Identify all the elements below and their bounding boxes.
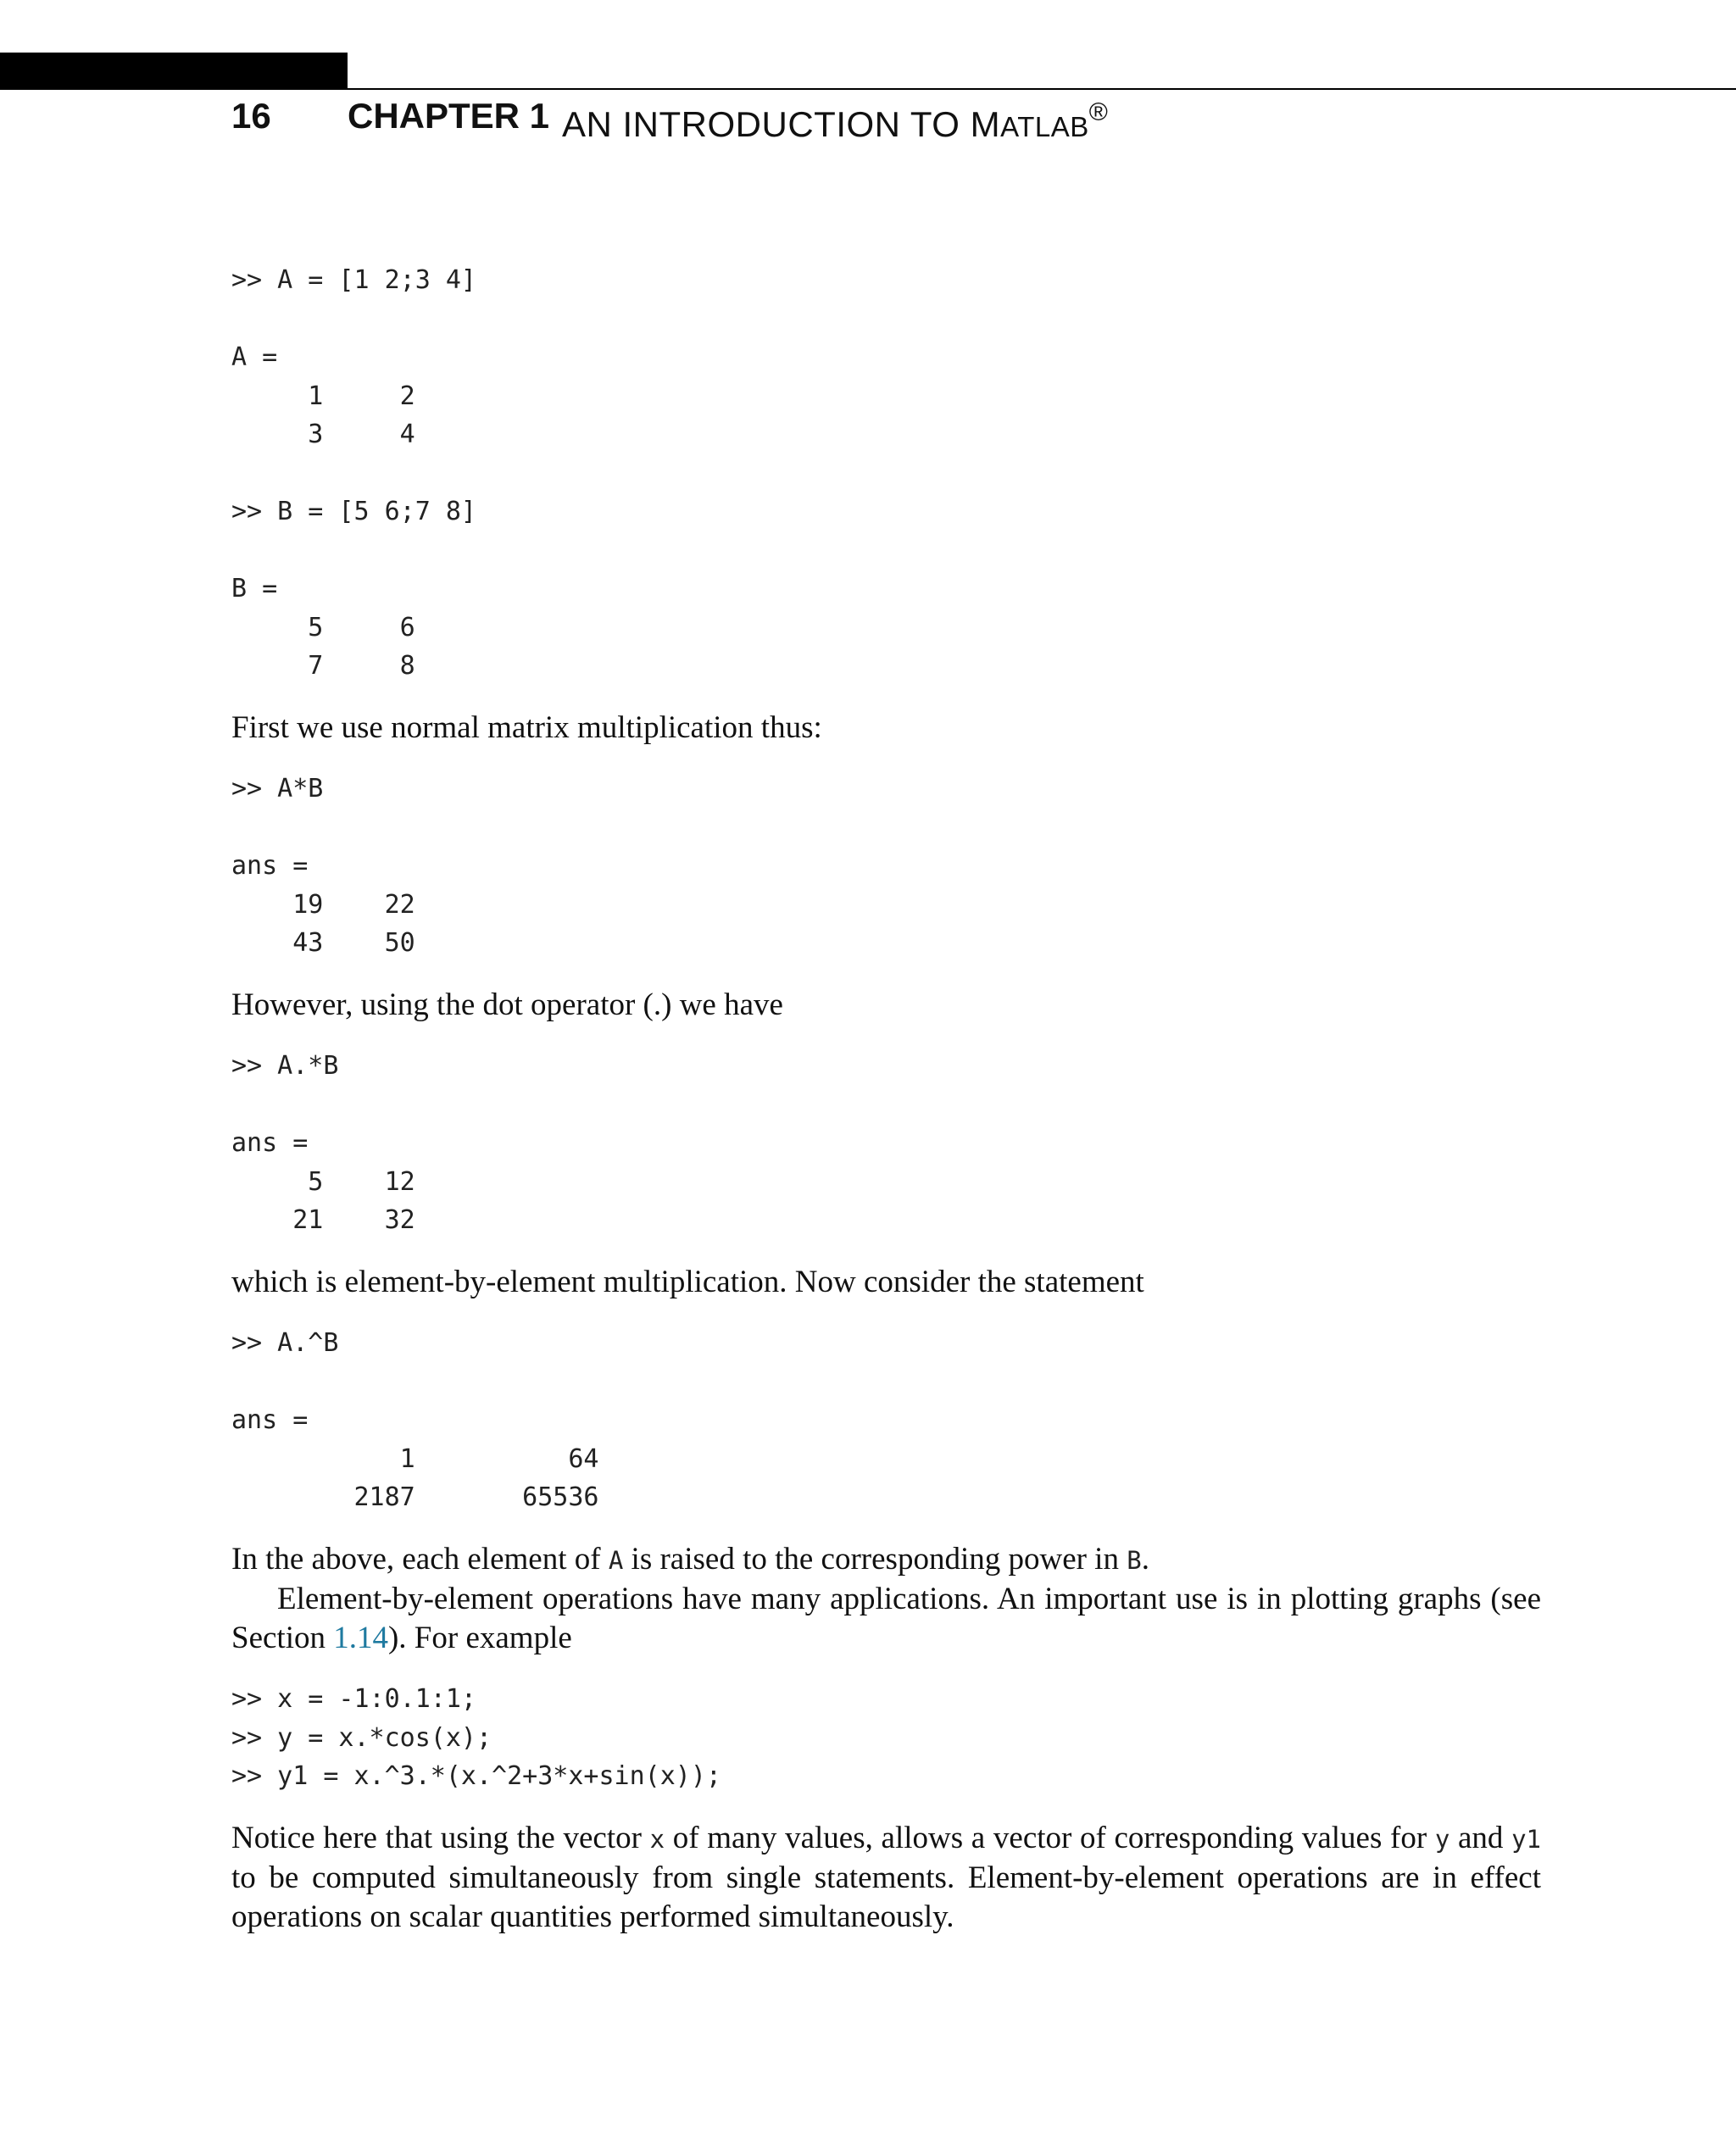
code-block-elementwise-mult: >> A.*B ans = 5 12 21 32	[231, 1051, 415, 1235]
code-block-a-times-b: >> A*B ans = 19 22 43 50	[231, 774, 415, 958]
paragraph-applications: Element-by-element operations have many applications. An important use is in plotting graphs (see Section 1.14). For example	[231, 1582, 1541, 1655]
page-body	[231, 261, 1541, 1936]
header-black-bar	[0, 53, 348, 90]
paragraph-element-by-element: which is element-by-element multiplication. Now consider the statement	[231, 1264, 1144, 1299]
code-block-vector-example: >> x = -1:0.1:1; >> y = x.*cos(x); >> y1 = x.^3.*(x.^2+3*x+sin(x));	[231, 1684, 721, 1791]
code-block-elementwise-power: >> A.^B ans = 1 64 2187 65536	[231, 1328, 599, 1512]
paragraph-matrix-mult: First we use normal matrix multiplication thus:	[231, 709, 822, 745]
page-number: 16	[231, 96, 271, 136]
chapter-label: CHAPTER 1	[348, 96, 550, 136]
header-rule	[348, 88, 1736, 90]
chapter-title: AN INTRODUCTION TO MATLAB®	[562, 98, 1109, 144]
paragraph-power-explanation: In the above, each element of A is raised to the corresponding power in B.	[231, 1541, 1149, 1577]
code-block-matrices: >> A = [1 2;3 4] A = 1 2 3 4 >> B = [5 6;7 8] B = 5 6 7 8	[231, 265, 476, 681]
section-link[interactable]: 1.14	[333, 1620, 388, 1655]
paragraph-vector-notice: Notice here that using the vector x of many values, allows a vector of corresponding values for y and y1 to be computed simultaneously from single statements. Element-by-element operations are in effect operations on scalar quantities performed simultaneously.	[231, 1820, 1541, 1934]
paragraph-dot-operator: However, using the dot operator (.) we have	[231, 987, 783, 1022]
